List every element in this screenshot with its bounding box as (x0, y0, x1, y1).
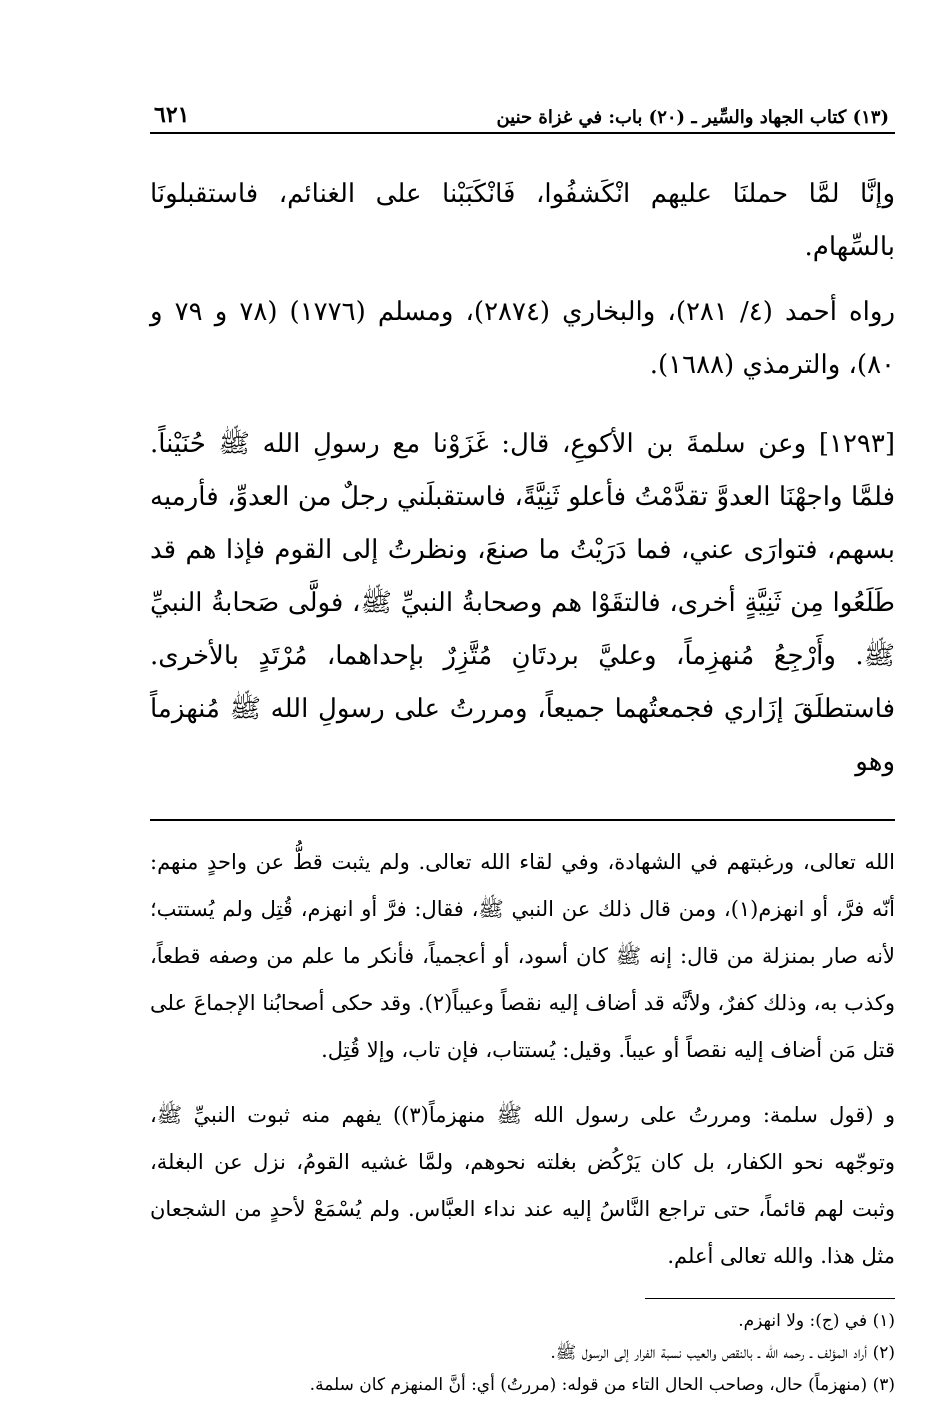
chapter-title: (١٣) كتاب الجهاد والسِّير ـ (٢٠) باب: في غزاة حنين (496, 107, 889, 128)
page-number: ٦٢١ (154, 102, 190, 128)
hadith-sources: رواه أحمد (٤/ ٢٨١)، والبخاري (٢٨٧٤)، ومسلم (١٧٧٦) (٧٨ و ٧٩ و ٨٠)، والترمذي (١٦٨٨). (150, 297, 896, 380)
running-header (150, 96, 895, 134)
footnote-2: (٢) أراد المؤلف ـ رحمه الله ـ بالنقص والعيب نسبة الفرار إلى الرسول ﷺ. (550, 1343, 895, 1363)
commentary-paragraph: و (قول سلمة: ومررتُ على رسول الله ﷺ منهزماً(٣)) يفهم منه ثبوت النبيِّ ﷺ، وتوجّهه نحو الكفار، بل كان يَرْكُض بغلته نحوهم، ولمَّا غشيه القومُ، نزل عن البغلة، وثبت لهم قائماً، حتى تراجع النَّاسُ إليه عند نداء العبَّاس. ولم يُسْمَعْ لأحدٍ من الشجعان مثل هذا. والله تعالى أعلم. (150, 1103, 895, 1268)
footnotes (150, 1305, 895, 1401)
commentary-divider (150, 819, 895, 821)
footnote-divider (645, 1298, 895, 1299)
commentary-paragraph: الله تعالى، ورغبتهم في الشهادة، وفي لقاء الله تعالى. ولم يثبت قطُّ عن واحدٍ منهم: أنّه فرَّ، أو انهزم(١)، ومن قال ذلك عن النبي ﷺ، فقال: فرَّ أو انهزم، قُتِل ولم يُستتب؛ لأنه صار بمنزلة من قال: إنه ﷺ كان أسود، أو أعجمياً، فأنكر ما علم من وصفه قطعاً، وكذب به، وذلك كفرٌ، ولأنَّه قد أضاف إليه نقصاً وعيباً(٢). وقد حكى أصحابُنا الإجماعَ على قتل مَن أضاف إليه نقصاً أو عيباً. وقيل: يُستتاب، فإن تاب، وإلا قُتِل. (150, 850, 896, 1062)
footnote-1: (١) في (ج): ولا انهزم. (738, 1311, 895, 1331)
hadith-continuation: وإنَّا لمَّا حملنَا عليهم انْكَشفُوا، فَانْكَبَبْنا على الغنائم، فاستقبلونَا بالسِّهام. (150, 179, 895, 262)
commentary-text (150, 839, 895, 1280)
hadith-1293: [١٢٩٣] وعن سلمةَ بن الأكوعِ، قال: غَزَوْنا مع رسولِ الله ﷺ حُنَيْناً. فلمَّا واجهْنَا العدوَّ تقدَّمْتُ فأعلو ثَنِيَّةً، فاستقبلَني رجلٌ من العدوِّ، فأرميه بسهم، فتوارَى عني، فما دَرَيْتُ ما صنعَ، ونظرتُ إلى القوم فإذا هم قد طَلَعُوا مِن ثَنِيَّةٍ أخرى، فالتقَوْا هم وصحابةُ النبيِّ ﷺ، فولَّى صَحابةُ النبيِّ ﷺ. وأَرْجِعُ مُنهزِماً، وعليَّ بردتَانِ مُتَّزِرٌ بإحداهما، مُرْتَدٍ بالأخرى. فاستطلَقَ إزَاري فجمعتُهما جميعاً، ومررتُ على رسولِ الله ﷺ مُنهزماً وهو (150, 429, 895, 777)
footnote-3: (٣) (منهزماً) حال، وصاحب الحال التاء من قوله: (مررتُ) أي: أنَّ المنهزم كان سلمة. (309, 1375, 895, 1395)
book-page (150, 96, 895, 1401)
hadith-text (150, 168, 895, 789)
